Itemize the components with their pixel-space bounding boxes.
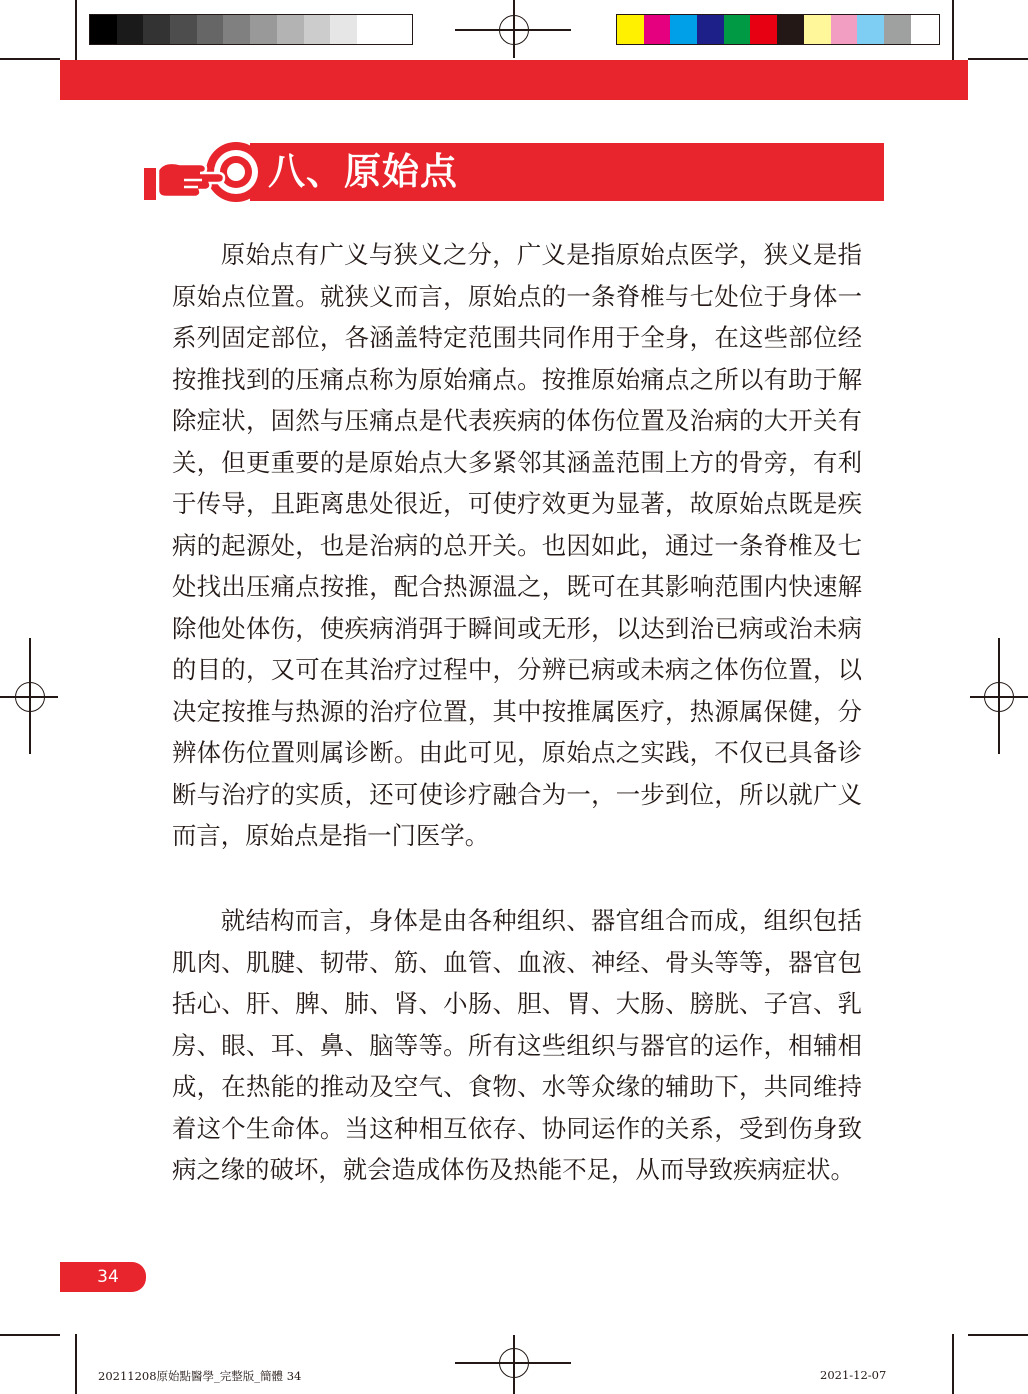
color-swatch (884, 15, 911, 44)
print-date: 2021-12-07 (820, 1368, 887, 1382)
color-swatch (170, 15, 197, 44)
color-swatch (724, 15, 751, 44)
crop-mark (952, 1334, 954, 1394)
section-header (140, 140, 884, 204)
crop-mark (75, 0, 77, 60)
color-swatch (617, 15, 644, 44)
file-slug: 20211208原始點醫學_完整版_簡體 34 (98, 1369, 302, 1383)
crop-mark (0, 1334, 60, 1336)
color-swatch (644, 15, 671, 44)
crop-mark (968, 58, 1028, 60)
body-paragraph: 就结构而言，身体是由各种组织、器官组合而成，组织包括肌肉、肌腱、韧带、筋、血管、血液、神经、骨头等等，器官包括心、肝、脾、肺、肾、小肠、胆、胃、大肠、膀胱、子宫、乳房、眼、耳、鼻、脑等等。所有这些组织与器官的运作，相辅相成，在热能的推动及空气、食物、水等众缘的辅助下，共同维持着这个生命体。当这种相互依存、协同运作的关系，受到伤身致病之缘的破坏，就会造成体伤及热能不足，从而导致疾病症状。 (172, 906, 862, 1184)
page-number: 34 (60, 1262, 146, 1292)
registration-mark (499, 1348, 529, 1378)
crop-mark (968, 1334, 1028, 1336)
color-calibration-bar (616, 14, 940, 45)
body-paragraph: 原始点有广义与狭义之分，广义是指原始点医学，狭义是指原始点位置。就狭义而言，原始点的一条脊椎与七处位于身体一系列固定部位，各涵盖特定范围共同作用于全身，在这些部位经按推找到的压痛点称为原始痛点。按推原始痛点之所以有助于解除症状，固然与压痛点是代表疾病的体伤位置及治病的大开关有关，但更重要的是原始点大多紧邻其涵盖范围上方的骨旁，有利于传导，且距离患处很近，可使疗效更为显著，故原始点既是疾病的起源处，也是治病的总开关。也因如此，通过一条脊椎及七处找出压痛点按推，配合热源温之，既可在其影响范围内快速解除他处体伤，使疾病消弭于瞬间或无形，以达到治已病或治未病的目的，又可在其治疗过程中，分辨已病或未病之体伤位置，以决定按推与热源的治疗位置，其中按推属医疗，热源属保健，分辨体伤位置则属诊断。由此可见，原始点之实践，不仅已具备诊断与治疗的实质，还可使诊疗融合为一，一步到位，所以就广义而言，原始点是指一门医学。 (172, 240, 862, 850)
color-swatch (143, 15, 170, 44)
color-swatch (223, 15, 250, 44)
section-title: 八、原始点 (268, 150, 458, 193)
color-swatch (90, 15, 117, 44)
color-swatch (250, 15, 277, 44)
color-swatch (197, 15, 224, 44)
color-swatch (357, 15, 384, 44)
grayscale-calibration-bar (89, 14, 413, 45)
color-swatch (750, 15, 777, 44)
color-swatch (831, 15, 858, 44)
registration-mark (15, 682, 45, 712)
color-swatch (277, 15, 304, 44)
color-swatch (304, 15, 331, 44)
registration-mark (499, 15, 529, 45)
color-swatch (670, 15, 697, 44)
crop-mark (75, 1334, 77, 1394)
registration-mark (984, 682, 1014, 712)
crop-mark (0, 58, 60, 60)
crop-mark (952, 0, 954, 60)
color-swatch (117, 15, 144, 44)
color-swatch (330, 15, 357, 44)
color-swatch (697, 15, 724, 44)
color-swatch (777, 15, 804, 44)
header-band (60, 60, 968, 100)
color-swatch (804, 15, 831, 44)
color-swatch (857, 15, 884, 44)
pointing-hand-target-icon (140, 140, 262, 204)
